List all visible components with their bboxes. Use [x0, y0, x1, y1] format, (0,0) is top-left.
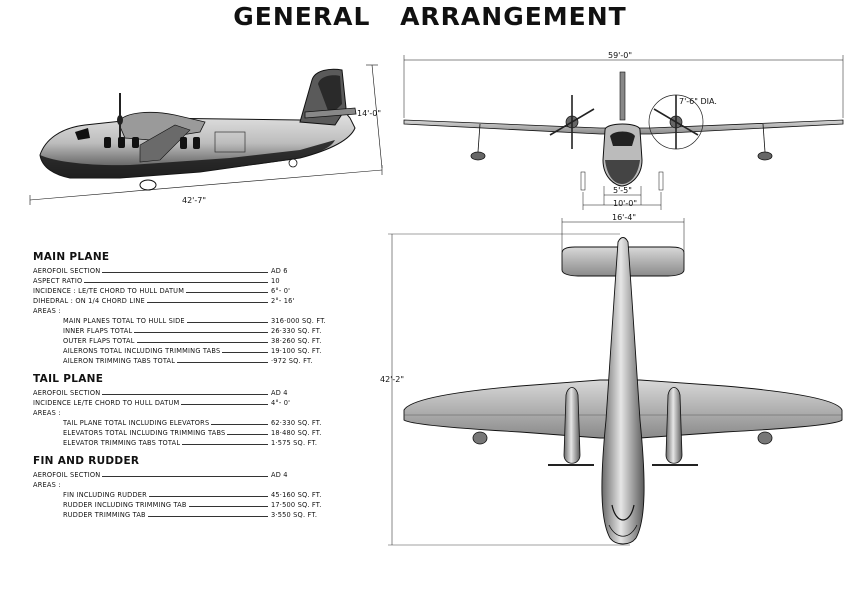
- plan-view-nacelle-right: [666, 388, 682, 464]
- spec-label: AREAS :: [33, 409, 61, 417]
- spec-value: 38·260 SQ. FT.: [271, 337, 322, 345]
- spec-value: 4°- 0': [271, 399, 291, 407]
- dim-prop-dia: 7'-6" DIA.: [679, 97, 717, 106]
- spec-value: 17·500 SQ. FT.: [271, 501, 322, 509]
- spec-label: ELEVATOR TRIMMING TABS TOTAL: [63, 439, 181, 447]
- spec-label: MAIN PLANES TOTAL TO HULL SIDE: [63, 317, 185, 325]
- dim-plan-length: 42'-2": [380, 375, 405, 384]
- spec-label: RUDDER INCLUDING TRIMMING TAB: [63, 501, 187, 509]
- spec-value: 19·100 SQ. FT.: [271, 347, 322, 355]
- spec-value: 2°- 16': [271, 297, 295, 305]
- dim-front-inner: 5'-5": [613, 186, 632, 195]
- spec-label: AILERON TRIMMING TABS TOTAL: [63, 357, 176, 365]
- section-heading-main-plane: MAIN PLANE: [33, 251, 110, 263]
- spec-label: ASPECT RATIO: [33, 277, 83, 285]
- spec-label: AEROFOIL SECTION: [33, 267, 101, 275]
- plan-view: [380, 213, 842, 545]
- spec-label: INCIDENCE : LE/TE CHORD TO HULL DATUM: [33, 287, 185, 295]
- spec-label: FIN INCLUDING RUDDER: [63, 491, 147, 499]
- plan-view-fuselage: [602, 238, 644, 545]
- spec-value: 18·480 SQ. FT.: [271, 429, 322, 437]
- spec-label: AREAS :: [33, 481, 61, 489]
- spec-value: AD 4: [271, 471, 288, 479]
- spec-label: ELEVATORS TOTAL INCLUDING TRIMMING TABS: [63, 429, 226, 437]
- spec-value: 10: [271, 277, 280, 285]
- dim-side-length: 42'-7": [182, 196, 207, 205]
- dim-span: 59'-0": [608, 51, 633, 60]
- spec-label: AILERONS TOTAL INCLUDING TRIMMING TABS: [63, 347, 221, 355]
- spec-value: 3·550 SQ. FT.: [271, 511, 318, 519]
- specifications-panel: [33, 250, 333, 520]
- spec-label: RUDDER TRIMMING TAB: [63, 511, 146, 519]
- dim-front-outer: 10'-0": [613, 199, 638, 208]
- spec-value: 1·575 SQ. FT.: [271, 439, 318, 447]
- spec-label: TAIL PLANE TOTAL INCLUDING ELEVATORS: [63, 419, 210, 427]
- spec-value: AD 6: [271, 267, 288, 275]
- side-view: [30, 65, 382, 205]
- front-view: [404, 51, 843, 210]
- spec-value: 316·000 SQ. FT.: [271, 317, 326, 325]
- spec-label: AEROFOIL SECTION: [33, 471, 101, 479]
- section-heading-tail-plane: TAIL PLANE: [33, 373, 104, 385]
- spec-value: AD 4: [271, 389, 288, 397]
- spec-value: 45·160 SQ. FT.: [271, 491, 322, 499]
- spec-value: 62·330 SQ. FT.: [271, 419, 322, 427]
- spec-label: INNER FLAPS TOTAL: [63, 327, 133, 335]
- page-title: GENERAL ARRANGEMENT: [233, 2, 627, 31]
- plan-view-nacelle-left: [564, 388, 580, 464]
- dim-tail-span: 16'-4": [612, 213, 637, 222]
- spec-label: INCIDENCE LE/TE CHORD TO HULL DATUM: [33, 399, 180, 407]
- spec-value: 26·330 SQ. FT.: [271, 327, 322, 335]
- spec-label: DIHEDRAL : ON 1/4 CHORD LINE: [33, 297, 145, 305]
- spec-value: 6°- 0': [271, 287, 291, 295]
- section-heading-fin-and-rudder: FIN AND RUDDER: [33, 455, 140, 467]
- dim-side-height: 14'-0": [357, 109, 382, 118]
- spec-value: ·972 SQ. FT.: [271, 357, 313, 365]
- spec-label: AEROFOIL SECTION: [33, 389, 101, 397]
- spec-label: OUTER FLAPS TOTAL: [63, 337, 135, 345]
- spec-label: AREAS :: [33, 307, 61, 315]
